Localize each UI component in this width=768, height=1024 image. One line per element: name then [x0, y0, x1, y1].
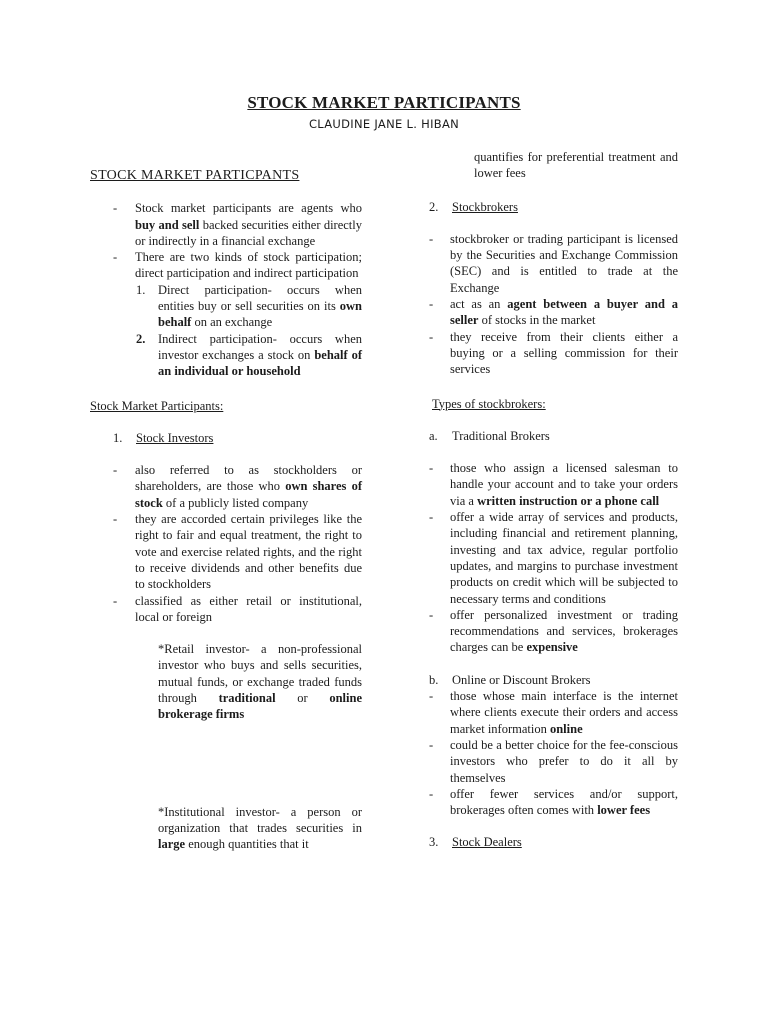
document-title: STOCK MARKET PARTICIPANTS [247, 93, 521, 112]
dash-marker: - [429, 461, 434, 476]
continued-text: quantifies for preferential treatment and lower fees [474, 150, 678, 181]
numbered-item: 2. Indirect participation- occurs when investor exchanges a stock on behalf of an individual or household [136, 331, 363, 379]
dash-marker: - [113, 463, 118, 478]
bullet-item: - offer fewer services and/or support, brokerages often comes with lower fees [429, 786, 678, 818]
dash-marker: - [429, 737, 434, 752]
dash-marker: - [429, 786, 434, 801]
dash-marker: - [429, 231, 434, 246]
right-column [429, 149, 678, 851]
dash-marker: - [429, 607, 434, 622]
bullet-item: - act as an agent between a buyer and a seller of stocks in the market [429, 297, 678, 328]
bullet-item: - offer personalized investment or trading recommendations and services, brokerages charges can be expensive [429, 607, 678, 655]
bullet-item: - stockbroker or trading participant is licensed by the Securities and Exchange Commission (SEC) and is entitled to trade at the Exchange [429, 231, 678, 295]
bullet-item: - There are two kinds of stock participation; direct participation and indirect participation [113, 250, 362, 281]
dash-marker: - [113, 201, 118, 216]
section-item: 3. Stock Dealers [429, 835, 522, 850]
types-heading: Types of stockbrokers: [432, 396, 546, 411]
bullet-item: - they are accorded certain privileges like the right to fair and equal treatment, the right to vote and exercise related rights, and the right to receive dividends and other benefits due to stockholders [113, 512, 362, 592]
numbered-item: 1. Direct participation- occurs when entities buy or sell securities on its own behalf on an exchange [136, 282, 362, 330]
bullet-item: - those who assign a licensed salesman to handle your account and to take your orders via a written instruction or a phone call [429, 461, 678, 508]
section-item: a. Traditional Brokers [429, 428, 550, 443]
dash-marker: - [429, 689, 434, 704]
bullet-item: - classified as either retail or institutional, local or foreign [113, 593, 362, 624]
bullet-item: - those whose main interface is the internet where clients execute their orders and access market information online [429, 689, 678, 736]
sub-heading: Stock Market Participants: [90, 398, 224, 413]
dash-marker: - [429, 329, 434, 344]
section-item: 2. Stockbrokers [429, 199, 518, 214]
retail-investor-note: *Retail investor- a non-professional investor who buys and sells securities, mutual funds, or exchange traded funds through traditional or online brokerage firms [158, 642, 363, 722]
bullet-item: - also referred to as stockholders or shareholders, are those who own shares of stock of a publicly listed company [113, 463, 362, 510]
section-item: 1. Stock Investors [113, 430, 214, 445]
institutional-investor-note: *Institutional investor- a person or organization that trades securities in large enough quantities that it [158, 804, 362, 852]
section-item: b. Online or Discount Brokers [429, 672, 591, 687]
dash-marker: - [113, 512, 118, 527]
section-heading: STOCK MARKET PARTICPANTS [90, 168, 300, 183]
dash-marker: - [113, 250, 118, 265]
bullet-item: - could be a better choice for the fee-conscious investors who prefer to do it all by themselves [429, 737, 678, 785]
bullet-item: - offer a wide array of services and products, including financial and retirement planning, investing and tax advice, regular portfolio updates, and margins to purchase investment products on credit which will be subjected to necessary terms and conditions [429, 510, 678, 606]
left-column [90, 168, 362, 853]
dash-marker: - [429, 297, 434, 312]
bullet-item: - they receive from their clients either a buying or a selling commission for their services [429, 329, 678, 377]
bullet-item: - Stock market participants are agents who buy and sell backed securities either directly or indirectly in a financial exchange [113, 201, 363, 248]
document-author: CLAUDINE JANE L. HIBAN [308, 117, 460, 131]
dash-marker: - [113, 593, 118, 608]
dash-marker: - [429, 510, 434, 525]
